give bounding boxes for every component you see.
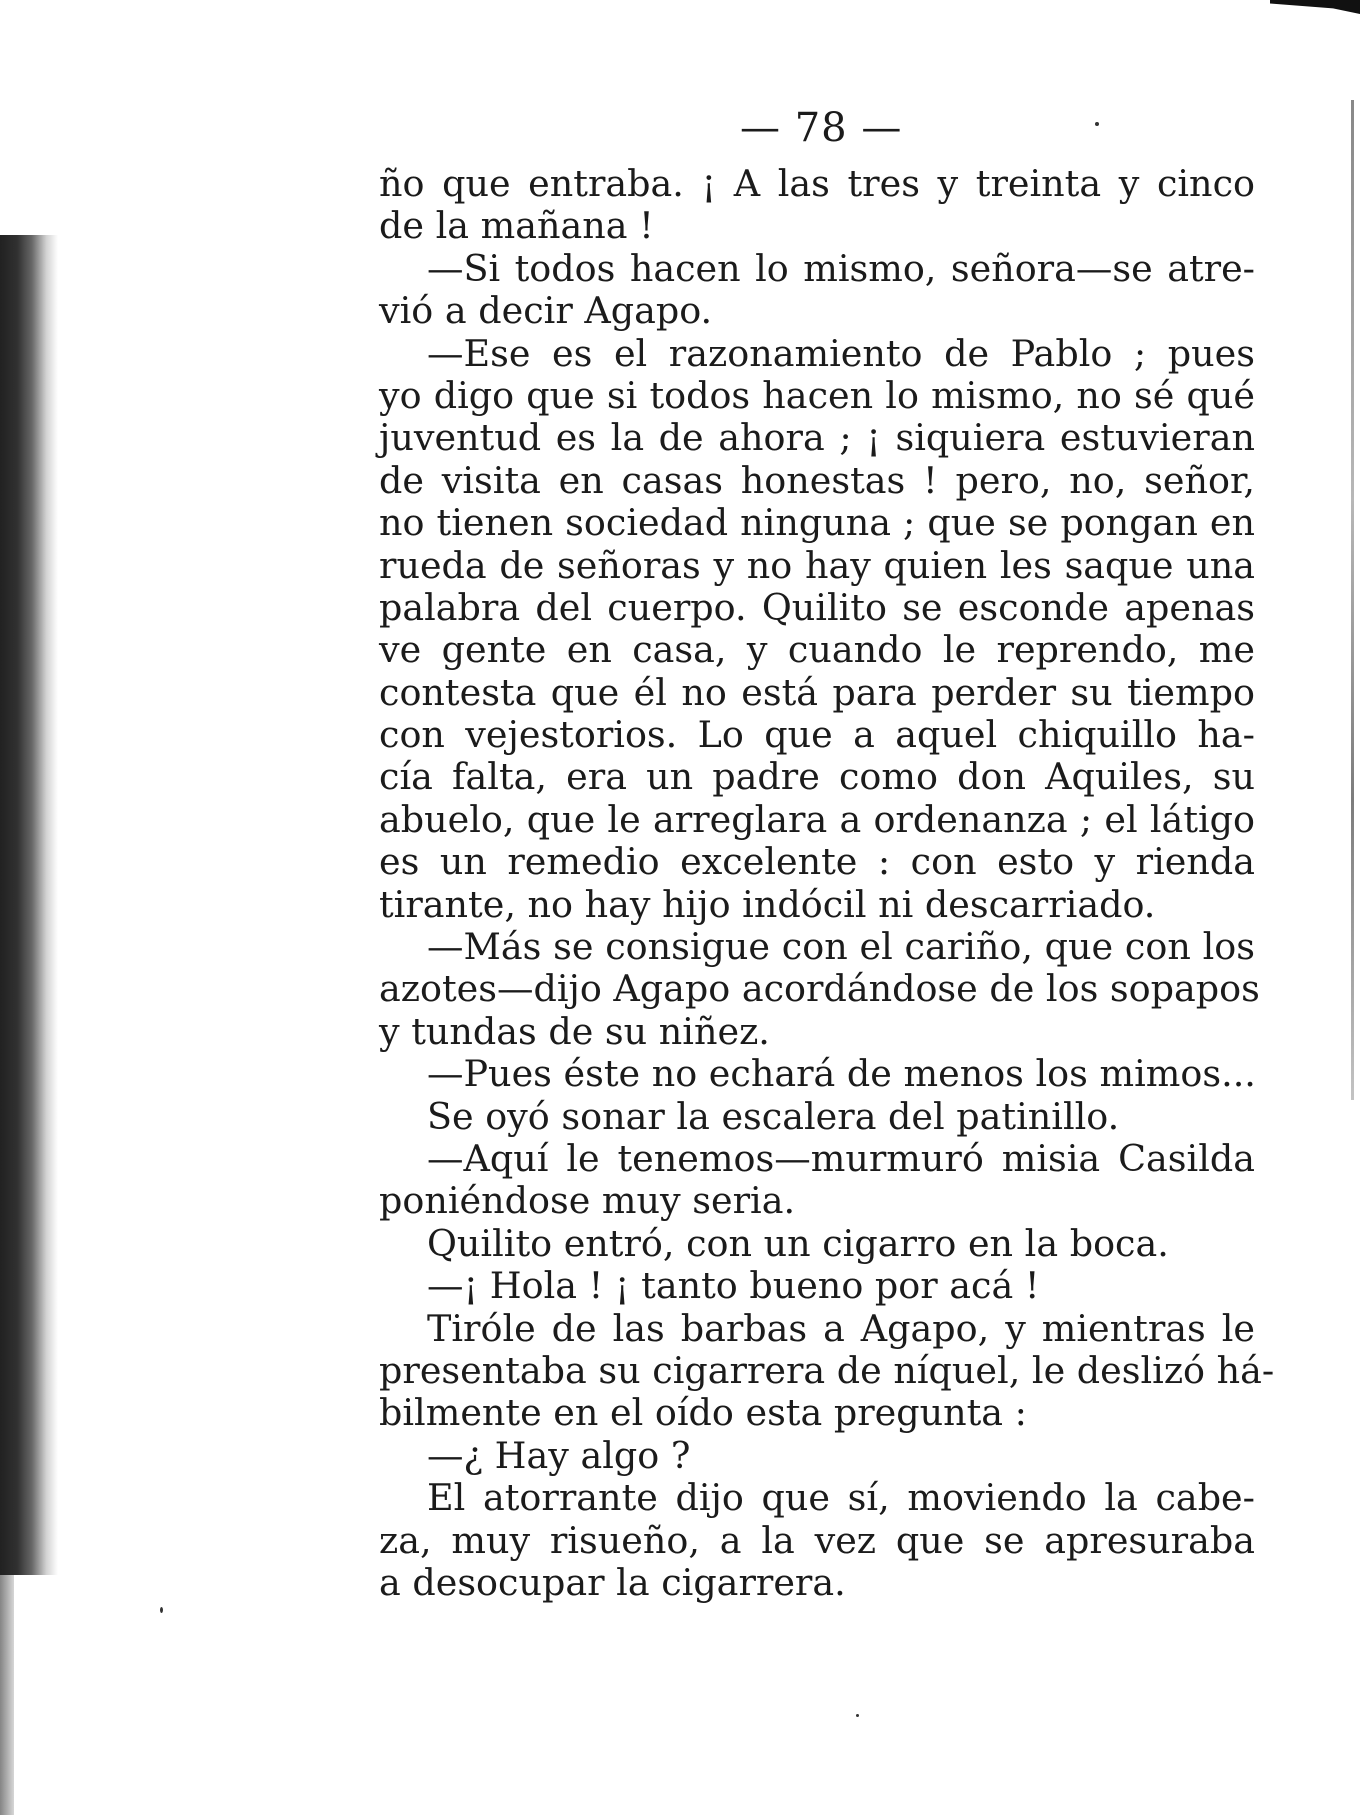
text-line: El atorrante dijo que sí, moviendo la cabe- <box>427 1476 1255 1520</box>
body-text <box>379 162 1275 1604</box>
text-line: bilmente en el oído esta pregunta : <box>379 1391 1027 1435</box>
text-line: vió a decir Agapo. <box>379 289 713 333</box>
text-line: —Ese es el razonamiento de Pablo ; pues <box>427 331 1255 375</box>
text-line: contesta que él no está para perder su tiempo <box>379 670 1255 714</box>
text-line: presentaba su cigarrera de níquel, le deslizó há- <box>379 1348 1275 1392</box>
text-line: ve gente en casa, y cuando le reprendo, me <box>379 628 1255 672</box>
text-line: de visita en casas honestas ! pero, no, señor, <box>379 458 1255 502</box>
text-line: —¿ Hay algo ? <box>427 1433 691 1477</box>
text-line: con vejestorios. Lo que a aquel chiquillo ha- <box>379 713 1255 757</box>
text-line: —Más se consigue con el cariño, que con los <box>427 925 1255 969</box>
scan-speck <box>160 1607 163 1613</box>
text-line: cía falta, era un padre como don Aquiles, su <box>379 755 1255 799</box>
text-line: poniéndose muy seria. <box>379 1179 796 1223</box>
text-line: y tundas de su niñez. <box>379 1009 770 1053</box>
text-line: —Pues éste no echará de menos los mimos... <box>427 1052 1256 1096</box>
text-line: yo digo que si todos hacen lo mismo, no sé qué <box>379 373 1255 417</box>
scan-binding-shadow <box>0 235 58 1575</box>
text-line: ño que entraba. ¡ A las tres y treinta y cinco <box>379 162 1255 205</box>
text-line: abuelo, que le arreglara a ordenanza ; el látigo <box>379 797 1255 841</box>
page-number: — 78 — <box>740 105 903 151</box>
text-line: juventud es la de ahora ; ¡ siquiera estuvieran <box>379 416 1255 460</box>
text-line: palabra del cuerpo. Quilito se esconde apenas <box>379 585 1255 629</box>
text-line: —Si todos hacen lo mismo, señora—se atre- <box>427 246 1255 290</box>
text-line: de la mañana ! <box>379 204 654 248</box>
text-line: Tiróle de las barbas a Agapo, y mientras le <box>427 1306 1255 1350</box>
text-line: Se oyó sonar la escalera del patinillo. <box>427 1094 1120 1138</box>
text-line: —¡ Hola ! ¡ tanto bueno por acá ! <box>427 1264 1040 1308</box>
text-line: —Aquí le tenemos—murmuró misia Casilda <box>427 1136 1255 1180</box>
text-line: es un remedio excelente : con esto y rienda <box>379 840 1255 884</box>
scan-speck <box>1095 122 1099 126</box>
scan-right-edge <box>1351 100 1354 1100</box>
text-line: azotes—dijo Agapo acordándose de los sopapos <box>379 967 1260 1011</box>
text-line: tirante, no hay hijo indócil ni descarriado. <box>379 882 1156 926</box>
text-line: rueda de señoras y no hay quien les saque una <box>379 543 1255 587</box>
text-line: no tienen sociedad ninguna ; que se pongan en <box>379 501 1255 545</box>
scan-corner-mark <box>1270 0 1360 14</box>
scan-binding-shadow-lower <box>0 1575 14 1815</box>
scan-speck <box>856 1714 859 1717</box>
text-line: za, muy risueño, a la vez que se apresuraba <box>379 1518 1255 1562</box>
text-line: a desocupar la cigarrera. <box>379 1560 846 1604</box>
text-line: Quilito entró, con un cigarro en la boca. <box>427 1221 1169 1265</box>
